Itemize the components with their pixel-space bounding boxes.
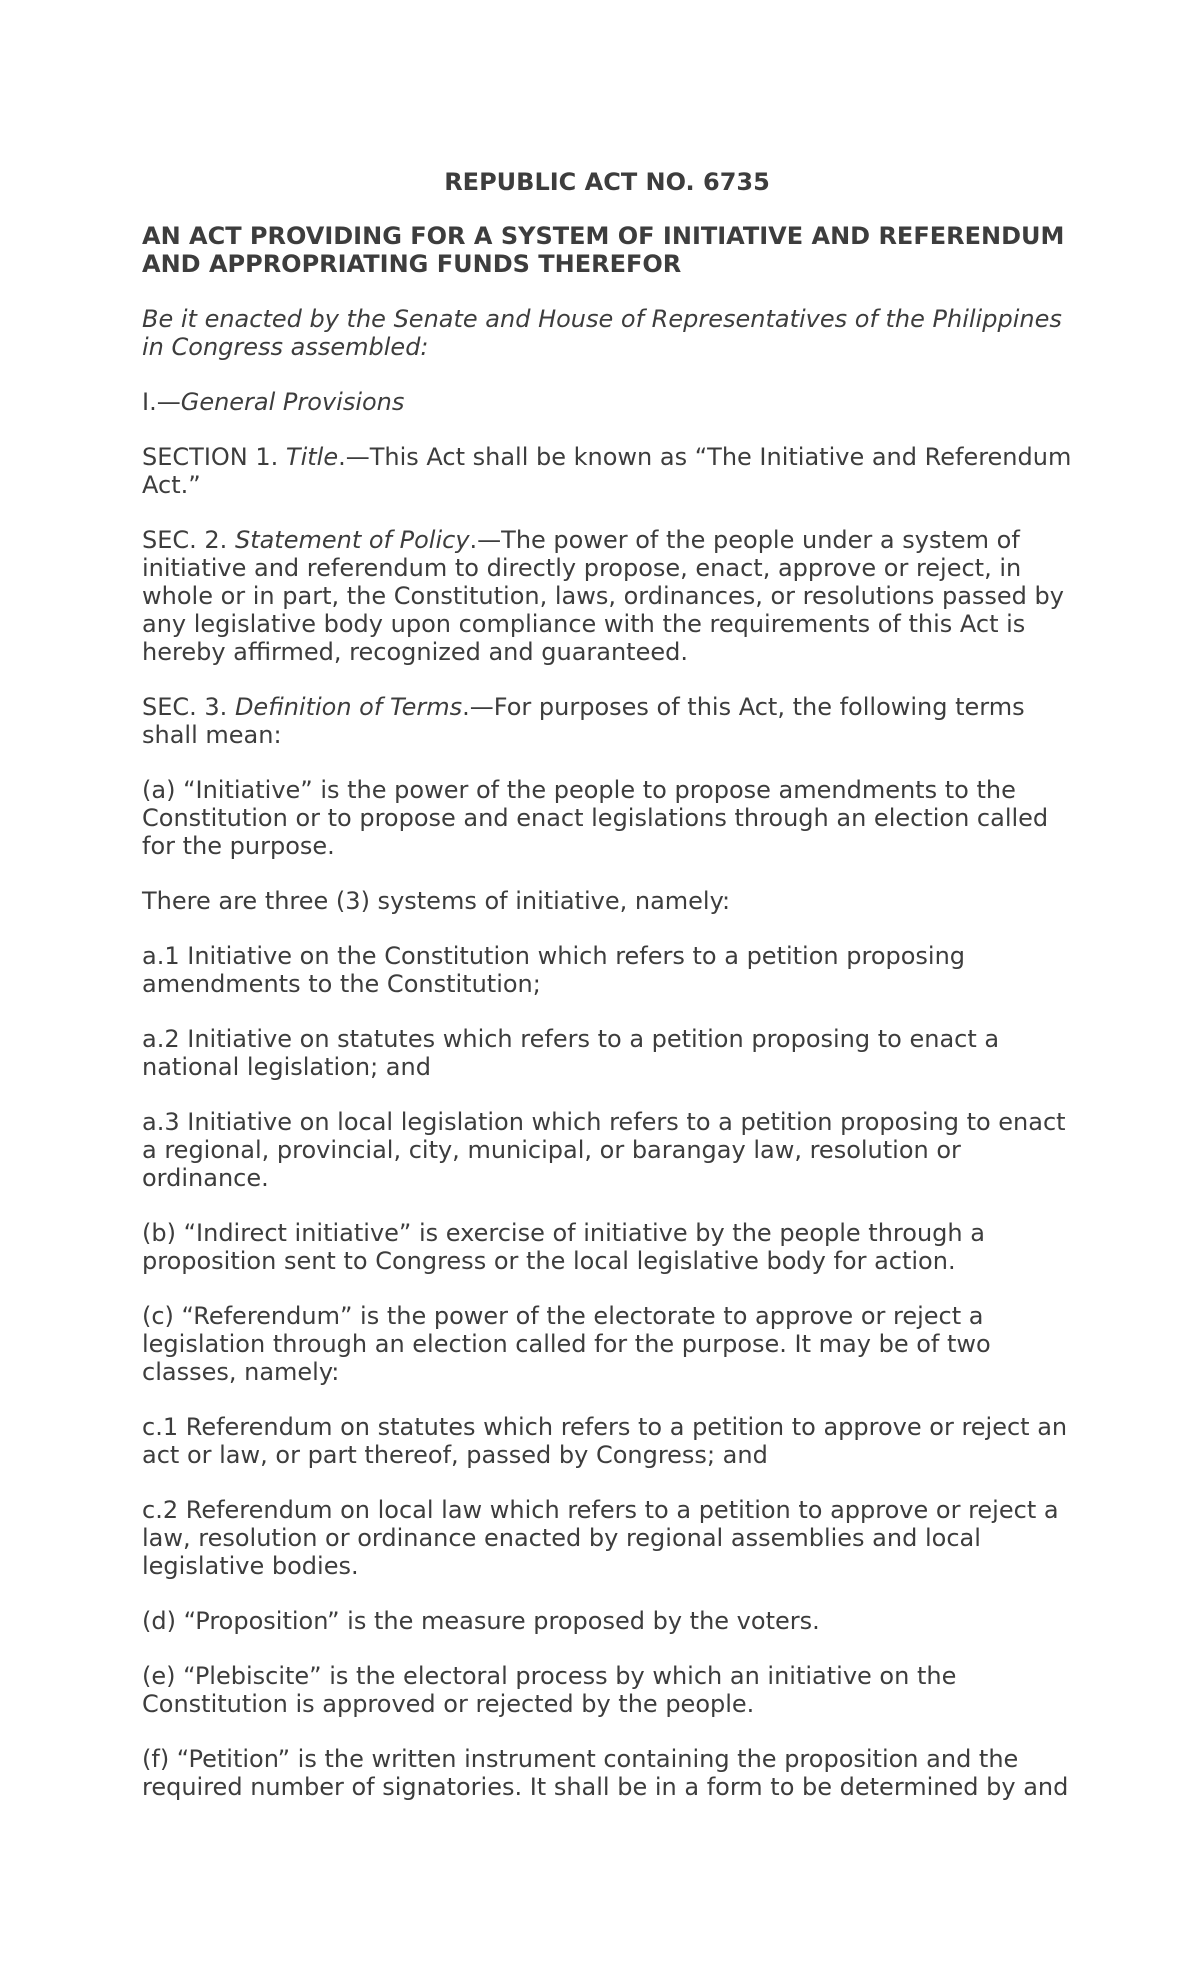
definition-petition: (f) “Petition” is the written instrument containing the proposition and the required number of signatories. It shall be in a form to be determined by and [142,1745,1069,1801]
initiative-systems-intro: There are three (3) systems of initiative, namely: [142,887,731,915]
definition-indirect-initiative: (b) “Indirect initiative” is exercise of initiative by the people through a proposition sent to Congress or the local legislative body for action. [142,1219,985,1275]
section-prefix: SECTION 1. [142,443,286,471]
act-title: AN ACT PROVIDING FOR A SYSTEM OF INITIATIVE AND REFERENDUM AND APPROPRIATING FUNDS THEREFOR [142,222,1065,278]
document-page [142,168,1072,1801]
section-body: .—For purposes of this Act, the following terms shall mean: [142,693,1025,749]
section-3 [142,693,1072,749]
section-heading: Title [285,443,339,471]
definition-plebiscite: (e) “Plebiscite” is the electoral process by which an initiative on the Constitution is approved or rejected by the people. [142,1662,957,1718]
section-1 [142,443,1072,499]
initiative-a3: a.3 Initiative on local legislation which refers to a petition proposing to enact a regional, provincial, city, municipal, or barangay law, resolution or ordinance. [142,1108,1066,1192]
section-prefix: SEC. 2. [142,526,235,554]
referendum-c1: c.1 Referendum on statutes which refers to a petition to approve or reject an act or law, or part thereof, passed by Congress; and [142,1413,1068,1469]
enacting-clause: Be it enacted by the Senate and House of Representatives of the Philippines in Congress assembled: [142,305,1062,361]
part-title: General Provisions [180,388,405,416]
definition-referendum: (c) “Referendum” is the power of the electorate to approve or reject a legislation through an election called for the purpose. It may be of two classes, namely: [142,1302,991,1386]
section-prefix: SEC. 3. [142,693,235,721]
definition-initiative: (a) “Initiative” is the power of the people to propose amendments to the Constitution or to propose and enact legislations through an election called for the purpose. [142,776,1049,860]
definition-proposition: (d) “Proposition” is the measure proposed by the voters. [142,1607,820,1635]
initiative-a2: a.2 Initiative on statutes which refers to a petition proposing to enact a national legislation; and [142,1025,1000,1081]
section-heading: Definition of Terms [234,693,463,721]
part-number: I.— [142,388,181,416]
document-title: REPUBLIC ACT NO. 6735 [444,168,770,196]
section-body: .—This Act shall be known as “The Initiative and Referendum Act.” [142,443,1072,499]
initiative-a1: a.1 Initiative on the Constitution which refers to a petition proposing amendments to the Constitution; [142,942,966,998]
section-2 [142,526,1072,666]
section-heading: Statement of Policy [234,526,470,554]
section-body: .—The power of the people under a system of initiative and referendum to directly propose, enact, approve or reject, in whole or in part, the Constitution, laws, ordinances, or resolutions passed by any legislative body upon compliance with the requirements of this Act is hereby affirmed, recognized and guaranteed. [142,526,1064,666]
part-heading [142,388,1072,416]
referendum-c2: c.2 Referendum on local law which refers to a petition to approve or reject a law, resolution or ordinance enacted by regional assemblies and local legislative bodies. [142,1496,1059,1580]
